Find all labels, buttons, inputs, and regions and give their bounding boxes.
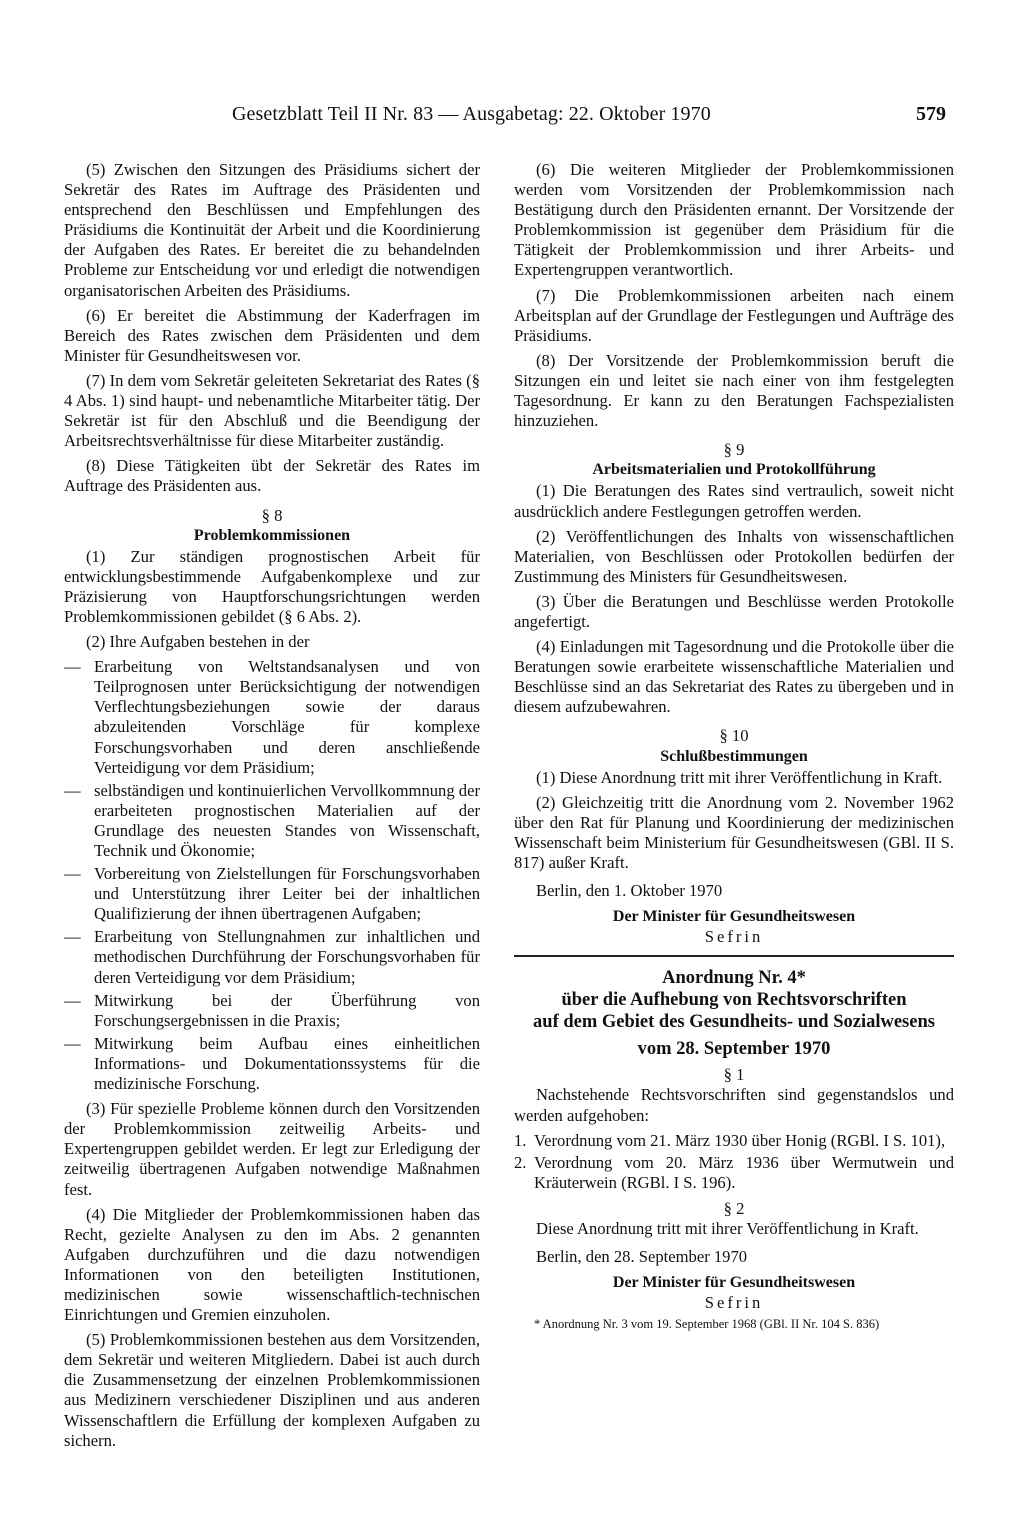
list-item: — Vorbereitung von Zielstellungen für Forschungsvorhaben und Unterstützung ihrer Leiter bei der inhaltlichen Qualifizierung der ihnen übertragenen Aufgaben; [64, 864, 480, 924]
signature-title: Der Minister für Gesundheitswesen [612, 908, 856, 926]
signer-name: Sefrin [704, 927, 764, 947]
signature-title: Der Minister für Gesundheitswesen [612, 1274, 856, 1292]
paragraph: (1) Die Beratungen des Rates sind vertraulich, soweit nicht ausdrücklich andere Festlegungen getroffen werden. [514, 481, 954, 521]
place-date: Berlin, den 28. September 1970 [536, 1247, 748, 1267]
list-item: — Mitwirkung bei der Überführung von Forschungsergebnissen in die Praxis; [64, 991, 480, 1031]
paragraph: (5) Problemkommissionen bestehen aus dem Vorsitzenden, dem Sekretär und weiteren Mitgliedern. Dabei ist auch durch die Zusammensetzung der einzelnen Problemkommissionen aus Medizinern verschiedener Disziplinen und aus anderen Wissenschaftlern die Erfüllung der komplexen Aufgaben zu sichern. [64, 1330, 480, 1450]
paragraph: (6) Die weiteren Mitglieder der Problemkommissionen werden vom Vorsitzenden der Problemkommission nach Bestätigung durch den Präsidenten ernannt. Der Vorsitzende der Problemkommission ist gegenüber dem Präsidium für die Tätigkeit der Problemkommission und ihrer Arbeits- und Expertengruppen verantwortlich. [514, 160, 954, 280]
list-item-text: Verordnung vom 21. März 1930 über Honig (RGBl. I S. 101), [534, 1130, 946, 1150]
left-column [64, 160, 480, 1456]
ordinance-date: vom 28. September 1970 [637, 1039, 831, 1060]
paragraph: (2) Ihre Aufgaben bestehen in der [86, 632, 310, 652]
paragraph: (3) Über die Beratungen und Beschlüsse werden Protokolle angefertigt. [514, 591, 954, 631]
paragraph: (7) In dem vom Sekretär geleiteten Sekretariat des Rates (§ 4 Abs. 1) sind haupt- und nebenamtliche Mitarbeiter tätig. Der Sekretär ist für den Abschluß und die Beendigung der Arbeitsrechtsverhältnisse für diese Mitarbeiter zuständig. [64, 370, 480, 451]
list-item-text: Verordnung vom 20. März 1936 über Wermutwein und Kräuterwein (RGBl. I S. 196). [534, 1152, 954, 1192]
footnote: * Anordnung Nr. 3 vom 19. September 1968 (GBl. II Nr. 104 S. 836) [534, 1317, 880, 1332]
section-number: § 2 [723, 1198, 745, 1218]
list-item: — Erarbeitung von Weltstandsanalysen und von Teilprognosen unter Berücksichtigung der notwendigen Verflechtungsbeziehungen sowie der daraus abzuleitenden Vorschläge für komplexe Forschungsvorhaben und deren anschließende Verteidigung vor dem Präsidium; [64, 657, 480, 778]
page-header [0, 102, 1024, 132]
place-date: Berlin, den 1. Oktober 1970 [536, 881, 723, 901]
paragraph: (1) Diese Anordnung tritt mit ihrer Veröffentlichung in Kraft. [536, 767, 943, 787]
divider [514, 955, 954, 957]
list-item [514, 1131, 954, 1151]
paragraph: (7) Die Problemkommissionen arbeiten nach einem Arbeitsplan auf der Grundlage der Festlegungen und Aufträge des Präsidiums. [514, 285, 954, 345]
list-item: — Erarbeitung von Stellungnahmen zur inhaltlichen und methodischen Durchführung der Forschungsvorhaben für deren Verteidigung vor dem Präsidium; [64, 927, 480, 987]
paragraph: (4) Einladungen mit Tagesordnung und die Protokolle über die Beratungen sowie erarbeitete wissenschaftliche Materialien und Beschlüsse sind an das Sekretariat des Rates zu übergeben und in diesem aufzubewahren. [514, 637, 954, 717]
paragraph: Nachstehende Rechtsvorschriften sind gegenstandslos und werden aufgehoben: [514, 1085, 954, 1125]
paragraph: (2) Veröffentlichungen des Inhalts von wissenschaftlichen Materialien, von Beschlüssen oder Protokollen bedürfen der Zustimmung des Ministers für Gesundheitswesen. [514, 526, 954, 586]
ordinance-subtitle: über die Aufhebung von Rechtsvorschriften [561, 990, 907, 1011]
ordinance-title: Anordnung Nr. 4* [662, 968, 806, 989]
paragraph: (3) Für spezielle Probleme können durch den Vorsitzenden der Problemkommission zeitweilig Arbeits- und Expertengruppen gebildet werden. Er legt zur Erledigung der zeitweilig übertragenen Aufgaben notwendige Maßnahmen fest. [64, 1099, 480, 1199]
ordinance-subtitle: auf dem Gebiet des Gesundheits- und Sozialwesens [533, 1012, 935, 1033]
section-title: Problemkommissionen [193, 526, 351, 544]
paragraph: Diese Anordnung tritt mit ihrer Veröffentlichung in Kraft. [536, 1219, 919, 1239]
list-marker: 2. [514, 1152, 527, 1172]
section-number: § 1 [723, 1065, 745, 1085]
section-number: § 10 [719, 726, 749, 746]
page-number: 579 [916, 103, 946, 125]
paragraph: (4) Die Mitglieder der Problemkommissionen haben das Recht, gezielte Analysen zu den im Abs. 2 genannten Aufgaben durchzuführen und die dazu notwendigen Informationen von den beteiligten Institutionen, medizinischen sowie wissenschaftlich-technischen Einrichtungen und Gremien einzuholen. [64, 1204, 480, 1325]
paragraph: (1) Zur ständigen prognostischen Arbeit für entwicklungsbestimmende Aufgabenkomplexe und zur Präzisierung von Hauptforschungsrichtungen werden Problemkommissionen gebildet (§ 6 Abs. 2). [64, 546, 480, 626]
paragraph: (8) Diese Tätigkeiten übt der Sekretär des Rates im Auftrage des Präsidenten aus. [64, 456, 480, 496]
section-number: § 9 [723, 440, 745, 460]
paragraph: (5) Zwischen den Sitzungen des Präsidiums sichert der Sekretär des Rates im Auftrage des Präsidenten und entsprechend den Beschlüssen und Empfehlungen des Präsidiums die Kontinuität der Arbeit und die Koordinierung der Aufgaben des Rates. Er bereitet die zu behandelnden Probleme zur Entscheidung vor und erledigt die notwendigen organisatorischen Arbeiten des Präsidiums. [64, 160, 480, 300]
paragraph: (6) Er bereitet die Abstimmung der Kaderfragen im Bereich des Rates zwischen dem Präsidenten und dem Minister für Gesundheitswesen vor. [64, 305, 480, 365]
header-title: Gesetzblatt Teil II Nr. 83 — Ausgabetag: 22. Oktober 1970 [232, 103, 711, 125]
section-title: Schlußbestimmungen [660, 747, 808, 765]
list-marker: 1. [514, 1130, 527, 1150]
paragraph: (2) Gleichzeitig tritt die Anordnung vom 2. November 1962 über den Rat für Planung und Koordinierung der medizinischen Wissenschaft beim Ministerium für Gesundheitswesen (GBl. II S. 817) außer Kraft. [514, 792, 954, 872]
list-item: — Mitwirkung beim Aufbau eines einheitlichen Informations- und Dokumentationssystems für die medizinische Forschung. [64, 1034, 480, 1094]
section-title: Arbeitsmaterialien und Protokollführung [592, 461, 876, 479]
section-number: § 8 [261, 505, 283, 525]
task-list [64, 657, 480, 1094]
list-item: — selbständigen und kontinuierlichen Vervollkommnung der erarbeiteten prognostischen Materialien auf der Grundlage des neuesten Standes von Wissenschaft, Technik und Ökonomie; [64, 781, 480, 861]
signer-name: Sefrin [704, 1293, 764, 1313]
repealed-list [514, 1131, 954, 1193]
list-item [514, 1153, 954, 1193]
paragraph: (8) Der Vorsitzende der Problemkommission beruft die Sitzungen ein und leitet sie nach einer von ihm festgelegten Tagesordnung. Er kann zu den Beratungen Fachspezialisten hinzuziehen. [514, 350, 954, 431]
right-column [514, 160, 954, 1336]
